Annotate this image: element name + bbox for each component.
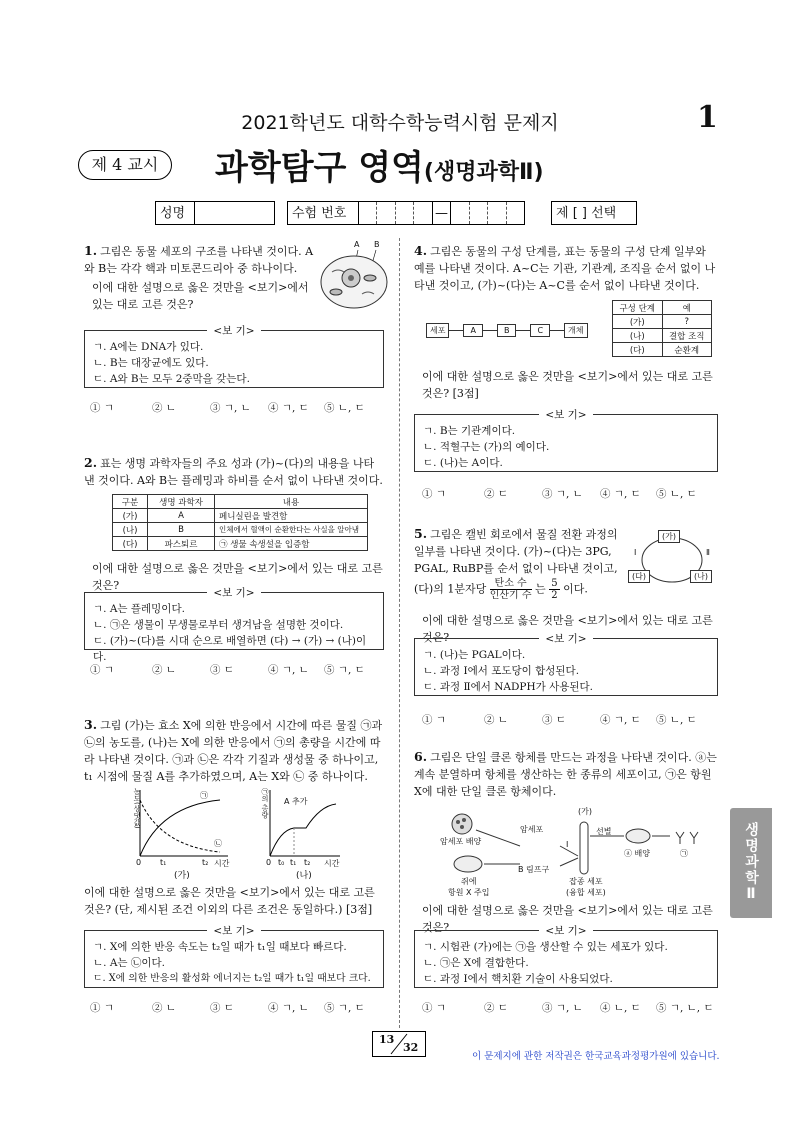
annotation: A 추가 <box>284 797 308 806</box>
arrow-right-icon <box>449 330 463 331</box>
copyright-notice: 이 문제지에 관한 저작권은 한국교육과정평가원에 있습니다. <box>472 1051 720 1062</box>
y-axis-label: 농도(상댓값) <box>133 788 141 829</box>
question-text: 그림은 단일 클론 항체를 만드는 과정을 나타낸 것이다. ⓐ는 계속 분열하며 항체를 생산하는 한 종류의 세포이고, ㉠은 항원 X에 대한 단일 클론 항체이다. <box>414 751 717 798</box>
question-text: 그림은 동물의 구성 단계를, 표는 동물의 구성 단계 일부와 예를 나타낸 것이다. A~C는 기관, 기관계, 조직을 순서 없이 나타낸 것이고, (가)~(다)는 A~C를 순서 없이 나타낸 것이다. <box>414 245 716 292</box>
fraction-numerator: 5 <box>551 578 558 589</box>
bogi-item: ㄷ. A와 B는 모두 2중막을 갖는다. <box>93 373 250 385</box>
graph-ga-icon <box>110 786 370 866</box>
answer-choice[interactable]: ⑤ ㄱ, ㄴ, ㄷ <box>656 1002 714 1014</box>
answer-choice[interactable]: ⑤ ㄱ, ㄷ <box>324 664 365 676</box>
answer-choice[interactable]: ④ ㄱ, ㄷ <box>600 488 641 500</box>
fraction <box>549 578 559 601</box>
question-2-bogi <box>84 587 384 663</box>
question-6-bogi <box>414 925 718 988</box>
bogi-item: ㄷ. (나)는 A이다. <box>423 457 503 469</box>
session-badge: 제 4 교시 <box>78 150 172 180</box>
tick-label: t₁ <box>290 858 297 867</box>
answer-choice[interactable]: ⑤ ㄴ, ㄷ <box>656 488 697 500</box>
question-number: 2. <box>84 455 98 470</box>
subject-side-tab: 생명과학Ⅱ <box>730 808 772 918</box>
answer-choice[interactable]: ④ ㄱ, ㄴ <box>268 1002 309 1014</box>
question-2-choices <box>90 662 380 677</box>
bogi-item: ㄴ. B는 대장균에도 있다. <box>93 357 209 369</box>
answer-choice[interactable]: ② ㄴ <box>152 664 176 676</box>
bogi-item: ㄱ. A에는 DNA가 있다. <box>93 341 204 353</box>
answer-choice[interactable]: ③ ㄱ, ㄴ <box>542 488 583 500</box>
process-label: Ⅰ <box>566 840 569 849</box>
answer-choice[interactable]: ② ㄴ <box>484 714 508 726</box>
answer-choice[interactable]: ⑤ ㄴ, ㄷ <box>656 714 697 726</box>
answer-choice[interactable]: ③ ㄷ <box>542 714 566 726</box>
question-text: 그림 (가)는 효소 X에 의한 반응에서 시간에 따른 물질 ㉠과 ㉡의 농도를, (나)는 X에 의한 반응에서 ㉠의 총량을 시간에 따라 나타낸 것이다. ㉠과 ㉡은 각각 기질과 생성물 중 하나이고, t₁ 시점에 물질 A를 추가하였으며, A는 X와 ㉡ 중 하나이다. <box>84 719 383 783</box>
question-6-ask: 이에 대한 설명으로 옳은 것만을 <보기>에서 있는 대로 고른 것은? <box>422 904 713 934</box>
table-cell: ? <box>662 315 712 329</box>
exam-title: 2021학년도 대학수학능력시험 문제지 <box>241 112 559 134</box>
process-label: Ⅱ <box>706 548 710 557</box>
table-cell: B <box>148 523 215 537</box>
answer-choice[interactable]: ① ㄱ <box>90 402 114 414</box>
table-cell: (나) <box>113 523 148 537</box>
cycle-node: (나) <box>690 570 712 583</box>
table-header: 예 <box>662 301 712 315</box>
bogi-item: ㄷ. X에 의한 반응의 활성화 에너지는 t₂일 때가 t₁일 때보다 크다. <box>93 973 371 984</box>
name-field[interactable] <box>195 201 275 225</box>
table-cell: (가) <box>113 509 148 523</box>
animal-cell-figure <box>318 240 392 310</box>
bogi-item: ㄴ. 과정 Ⅰ에서 포도당이 합성된다. <box>423 665 580 677</box>
question-3-bogi <box>84 925 384 988</box>
answer-choice[interactable]: ② ㄴ <box>152 1002 176 1014</box>
flow-box: 개체 <box>564 323 587 338</box>
tube-label: (가) <box>578 807 592 816</box>
table-header: 생명 과학자 <box>148 495 215 509</box>
fraction-denominator: 2 <box>551 590 558 601</box>
page-number: 1 <box>697 100 718 135</box>
table-cell: 결합 조직 <box>662 329 712 343</box>
answer-choice[interactable]: ② ㄷ <box>484 488 508 500</box>
bogi-title: <보 기> <box>539 633 592 645</box>
answer-choice[interactable]: ④ ㄱ, ㄴ <box>268 664 309 676</box>
exam-number-label: 수험 번호 <box>287 201 359 225</box>
subject-sub: (생명과학Ⅱ) <box>423 160 544 185</box>
question-3-figure <box>110 786 370 881</box>
bogi-item: ㄱ. (나)는 PGAL이다. <box>423 649 526 661</box>
answer-choice[interactable]: ⑤ ㄴ, ㄷ <box>324 402 365 414</box>
subject-main: 과학탐구 영역 <box>215 148 424 188</box>
table-cell: 페니실린을 발견함 <box>215 509 368 523</box>
examinee-info-row <box>155 201 637 225</box>
total-pages: 32 <box>403 1041 419 1054</box>
question-1-bogi <box>84 325 384 388</box>
exam-number-field[interactable] <box>359 201 525 225</box>
question-5-choices <box>422 712 712 727</box>
figure-label: ㉠ <box>680 849 688 858</box>
arrow-right-icon <box>516 330 530 331</box>
question-number: 4. <box>414 243 428 258</box>
table-cell: (다) <box>113 537 148 551</box>
table-header: 내용 <box>215 495 368 509</box>
label-a: A <box>354 240 360 249</box>
question-1-ask: 이에 대한 설명으로 옳은 것만을 <보기>에서 있는 대로 고른 것은? <box>92 281 309 311</box>
monoclonal-antibody-figure <box>440 806 700 898</box>
bogi-item: ㄷ. 과정 Ⅰ에서 핵치환 기술이 사용되었다. <box>423 973 613 985</box>
bogi-title: <보 기> <box>207 325 260 337</box>
question-4-ask: 이에 대한 설명으로 옳은 것만을 <보기>에서 있는 대로 고른 것은? [3점] <box>422 370 713 400</box>
bogi-item: ㄴ. A는 ㉡이다. <box>93 957 166 969</box>
answer-choice[interactable]: ③ ㄷ <box>210 1002 234 1014</box>
table-cell: ㉠ 생물 속생설을 입증함 <box>215 537 368 551</box>
question-4-choices <box>422 486 712 501</box>
tick-label: t₀ <box>278 858 285 867</box>
arrow-right-icon <box>483 330 497 331</box>
current-page: 13 <box>379 1033 395 1046</box>
flow-box: B <box>497 324 517 337</box>
question-5-ratio <box>414 578 628 601</box>
question-text: 표는 생명 과학자들의 주요 성과 (가)~(다)의 내용을 나타낸 것이다. A와 B는 플레밍과 하비를 순서 없이 나타낸 것이다. <box>84 457 383 487</box>
figure-label: 선별 <box>596 827 612 836</box>
table-header: 구성 단계 <box>613 301 663 315</box>
name-label: 성명 <box>155 201 195 225</box>
question-5-ask: 이에 대한 설명으로 옳은 것만을 <보기>에서 있는 대로 고른 것은? <box>422 614 713 644</box>
choice-label: 제 [ ] 선택 <box>551 201 637 225</box>
bogi-item: ㄴ. 적혈구는 (가)의 예이다. <box>423 441 550 453</box>
question-4-bogi <box>414 409 718 472</box>
question-1-choices <box>90 400 380 415</box>
calvin-cycle-figure <box>626 528 718 588</box>
fraction-denominator: 인산기 수 <box>489 590 532 601</box>
bogi-item: ㄴ. ㉠은 생물이 무생물로부터 생겨남을 설명한 것이다. <box>93 619 344 631</box>
question-5-bogi <box>414 633 718 696</box>
flow-box: C <box>530 324 550 337</box>
cycle-node: (가) <box>658 530 680 543</box>
caption: (나) <box>296 871 312 881</box>
y-axis-label: ㉠의 총량 <box>261 788 269 819</box>
tick-label: t₂ <box>202 858 209 867</box>
answer-choice[interactable]: ④ ㄱ, ㄷ <box>268 402 309 414</box>
bogi-item: ㄱ. X에 의한 반응 속도는 t₂일 때가 t₁일 때보다 빠르다. <box>93 941 347 953</box>
question-number: 6. <box>414 749 428 764</box>
figure-label: 암세포 <box>520 825 544 834</box>
answer-choice[interactable]: ① ㄱ <box>422 488 446 500</box>
x-axis-label: 시간 <box>214 859 230 868</box>
answer-choice[interactable]: ⑤ ㄱ, ㄷ <box>324 1002 365 1014</box>
figure-label: 쥐에 항원 X 주입 <box>448 877 490 897</box>
bogi-item: ㄷ. 과정 Ⅱ에서 NADPH가 사용된다. <box>423 681 594 693</box>
question-text: 는 <box>535 582 546 596</box>
bogi-item: ㄱ. 시험관 (가)에는 ㉠을 생산할 수 있는 세포가 있다. <box>423 941 668 953</box>
tick-label: t₂ <box>304 858 311 867</box>
subject-title <box>215 140 544 189</box>
bogi-title: <보 기> <box>539 925 592 937</box>
answer-choice[interactable]: ④ ㄴ, ㄷ <box>600 1002 641 1014</box>
answer-choice[interactable]: ③ ㄷ <box>210 664 234 676</box>
label-b: B <box>374 240 380 249</box>
question-3-ask: 이에 대한 설명으로 옳은 것만을 <보기>에서 있는 대로 고른 것은? (단, 제시된 조건 이외의 다른 조건은 동일하다.) [3점] <box>84 886 375 916</box>
flow-box: A <box>463 324 482 337</box>
question-2-ask: 이에 대한 설명으로 옳은 것만을 <보기>에서 있는 대로 고른 것은? <box>92 562 383 592</box>
cycle-node: (다) <box>628 570 650 583</box>
answer-choice[interactable]: ① ㄱ <box>422 714 446 726</box>
table-cell: 인체에서 혈액이 순환한다는 사실을 알아냄 <box>215 523 368 537</box>
question-4-table <box>612 300 712 357</box>
answer-choice[interactable]: ③ ㄱ, ㄴ <box>542 1002 583 1014</box>
process-label: Ⅰ <box>634 548 637 557</box>
question-number: 5. <box>414 526 428 541</box>
table-cell: (나) <box>613 329 663 343</box>
figure-label: ⓐ 배양 <box>624 849 650 858</box>
question-6-choices <box>422 1000 722 1015</box>
answer-choice[interactable]: ① ㄱ <box>422 1002 446 1014</box>
table-cell: (가) <box>613 315 663 329</box>
column-divider <box>399 238 400 1028</box>
organization-flow <box>426 321 606 339</box>
bogi-title: <보 기> <box>207 587 260 599</box>
cell-diagram-icon <box>318 248 392 310</box>
bogi-item: ㄴ. ㉠은 X에 결합한다. <box>423 957 529 969</box>
figure-label: 암세포 배양 <box>440 837 482 846</box>
table-cell: (다) <box>613 343 663 357</box>
question-2-stem <box>84 454 384 489</box>
question-text: 그림은 동물 세포의 구조를 나타낸 것이다. A와 B는 각각 핵과 미토콘드리아 중 하나이다. <box>84 245 314 275</box>
question-3-choices <box>90 1000 380 1015</box>
page-counter <box>372 1031 426 1057</box>
answer-choice[interactable]: ② ㄷ <box>484 1002 508 1014</box>
bogi-item: ㄱ. B는 기관계이다. <box>423 425 516 437</box>
question-1-stem <box>84 242 314 277</box>
curve-label: ㉠ <box>200 791 208 800</box>
bogi-title: <보 기> <box>539 409 592 421</box>
question-text: 이다. <box>563 582 588 596</box>
exam-number-dash: — <box>433 202 451 224</box>
question-2-table <box>112 494 368 551</box>
question-number: 1. <box>84 243 98 258</box>
answer-choice[interactable]: ② ㄴ <box>152 402 176 414</box>
fraction-numerator: 탄소 수 <box>490 578 532 590</box>
origin-label: 0 <box>266 858 272 867</box>
arrow-right-icon <box>550 330 564 331</box>
bogi-item: ㄱ. A는 플레밍이다. <box>93 603 185 615</box>
question-text: 그림은 캘빈 회로에서 물질 전환 과정의 일부를 나타낸 것이다. (가)~(다)는 3PG, PGAL, RuBP를 순서 없이 나타낸 것이고, <box>414 528 618 575</box>
caption: (가) <box>174 871 190 881</box>
figure-label: 잡종 세포 (융합 세포) <box>566 877 606 897</box>
figure-label: B 림프구 <box>518 865 550 874</box>
table-cell: A <box>148 509 215 523</box>
bogi-title: <보 기> <box>207 925 260 937</box>
answer-choice[interactable]: ① ㄱ <box>90 664 114 676</box>
fraction <box>490 578 532 601</box>
table-header: 구분 <box>113 495 148 509</box>
table-cell: 순환계 <box>662 343 712 357</box>
curve-label: ㉡ <box>214 839 222 848</box>
flow-box: 세포 <box>426 323 449 338</box>
answer-choice[interactable]: ④ ㄱ, ㄷ <box>600 714 641 726</box>
tick-label: t₁ <box>160 858 167 867</box>
origin-label: 0 <box>136 858 142 867</box>
table-cell: 파스퇴르 <box>148 537 215 551</box>
answer-choice[interactable]: ③ ㄱ, ㄴ <box>210 402 251 414</box>
answer-choice[interactable]: ① ㄱ <box>90 1002 114 1014</box>
question-4-stem <box>414 242 718 294</box>
x-axis-label: 시간 <box>324 859 340 868</box>
question-number: 3. <box>84 717 98 732</box>
question-5-stem <box>414 525 620 577</box>
question-3-stem <box>84 716 384 785</box>
bogi-item: ㄷ. (가)~(다)를 시대 순으로 배열하면 (다) → (가) → (나)이다. <box>93 635 367 663</box>
question-text: (다)의 1분자당 <box>414 582 487 596</box>
question-6-stem <box>414 748 718 800</box>
